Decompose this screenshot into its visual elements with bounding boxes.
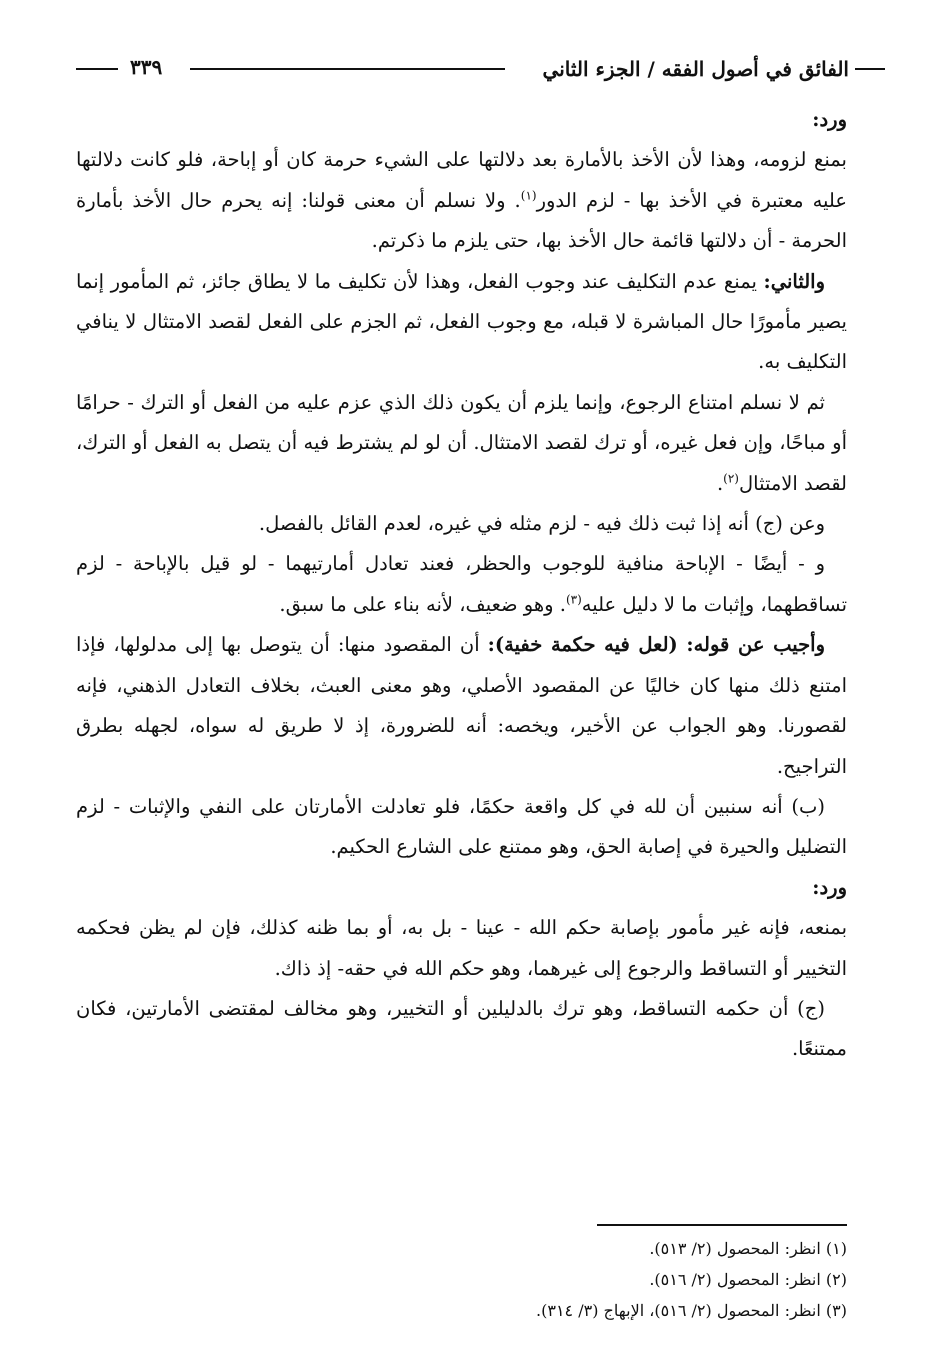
main-text (76, 100, 847, 1070)
text-run: يمنع عدم التكليف عند وجوب الفعل، وهذا لأن تكليف ما لا يطاق جائز، ثم المأمور إنما يصير مأمورًا حال المباشرة لا قبله، مع وجوب الفعل، ثم الجزم على الفعل لقصد الامتثال لا ينافي التكليف به. (76, 269, 847, 374)
paragraph (76, 504, 847, 544)
text-run: . (716, 471, 724, 495)
text-run: (ج) أن حكمه التساقط، وهو ترك بالدليلين أو التخيير، وهو مخالف لمقتضى الأمارتين، فكان ممتنعًا. (76, 996, 847, 1061)
text-run: بمنع لزومه، وهذا لأن الأخذ بالأمارة بعد دلالتها على الشيء حرمة كان أو إباحة، فلو كانت دلالتها عليه معتبرة في الأخذ بها - لزم الدور (76, 148, 847, 212)
footnote: (٣) انظر: المحصول (٢/ ٥١٦)، الإبهاج (٣/ ٣١٤). (536, 1301, 847, 1320)
page-number: ٣٣٩ (130, 55, 163, 79)
text-run: . ولا نسلم أن معنى قولنا: إنه يحرم حال الأخذ بأمارة الحرمة - أن دلالتها قائمة حال الأخذ بها، حتى يلزم ما ذكرتم. (76, 188, 847, 253)
footnote: (١) انظر: المحصول (٢/ ٥١٣). (649, 1239, 847, 1258)
paragraph (76, 383, 847, 504)
text-run: بمنعه، فإنه غير مأمور بإصابة حكم الله - عينا - بل به، أو بما ظنه كذلك، فإن لم يظن فحكمه التخيير أو التساقط والرجوع إلى غيرهما، وهو حكم الله في حقه- إذ ذاك. (76, 916, 847, 980)
paragraph (76, 908, 847, 989)
footnote-ref: (٢) (723, 471, 739, 486)
paragraph (76, 989, 847, 1070)
footnote-ref: (٣) (565, 592, 582, 607)
paragraph (76, 868, 847, 908)
paragraph (76, 787, 847, 868)
paragraph (76, 544, 847, 625)
section-label: ورد: (812, 108, 847, 131)
text-run: وعن (ج) أنه إذا ثبت ذلك فيه - لزم مثله في غيره، لعدم القائل بالفصل. (258, 512, 825, 536)
footnote-ref: (١) (520, 188, 537, 203)
text-run: أن المقصود منها: أن يتوصل بها إلى مدلولها، فإذا امتنع ذلك منها كان خاليًا عن المقصود الأصلي، وهو معنى العبث، بخلاف التعادل الذهني، فإنه لقصورنا. وهو الجواب عن الأخير، ويخصه: أنه للضرورة، إذ لا طريق له سواه، لجهله بطرق التراجيح. (76, 633, 847, 778)
text-run: ثم لا نسلم امتناع الرجوع، وإنما يلزم أن يكون ذلك الذي عزم عليه من الفعل أو الترك - حرامًا أو مباحًا، وإن فعل غيره، أو ترك لقصد الامتثال. أن لو لم يشترط فيه أن يتصل به الفعل أو الترك، لقصد الامتثال (76, 390, 847, 495)
text-run: و - أيضًا - الإباحة منافية للوجوب والحظر، فعند تعادل أمارتيهما - لو قيل بالإباحة - لزم تساقطهما، وإثبات ما لا دليل عليه (76, 552, 847, 616)
bold-lead: وأجيب عن قوله: (لعل فيه حكمة خفية): (487, 633, 826, 657)
header-rule-left (76, 68, 118, 70)
header-rule-right (855, 68, 885, 70)
text-run: . وهو ضعيف، لأنه بناء على ما سبق. (279, 592, 566, 616)
footnote: (٢) انظر: المحصول (٢/ ٥١٦). (649, 1270, 847, 1289)
paragraph (76, 140, 847, 261)
header-rule-middle (190, 68, 505, 70)
paragraph (76, 100, 847, 140)
footnote-separator (597, 1224, 847, 1226)
section-label: ورد: (812, 875, 847, 899)
paragraph (76, 262, 847, 383)
bold-lead: والثاني: (763, 269, 825, 293)
paragraph (76, 625, 847, 787)
text-run: (ب) أنه سنبين أن لله في كل واقعة حكمًا، فلو تعادلت الأمارتان على النفي والإثبات - لزم التضليل والحيرة في إصابة الحق، وهو ممتنع على الشارع الحكيم. (76, 794, 847, 859)
footnotes (76, 1233, 847, 1326)
running-header-title: الفائق في أصول الفقه / الجزء الثاني (542, 57, 849, 81)
